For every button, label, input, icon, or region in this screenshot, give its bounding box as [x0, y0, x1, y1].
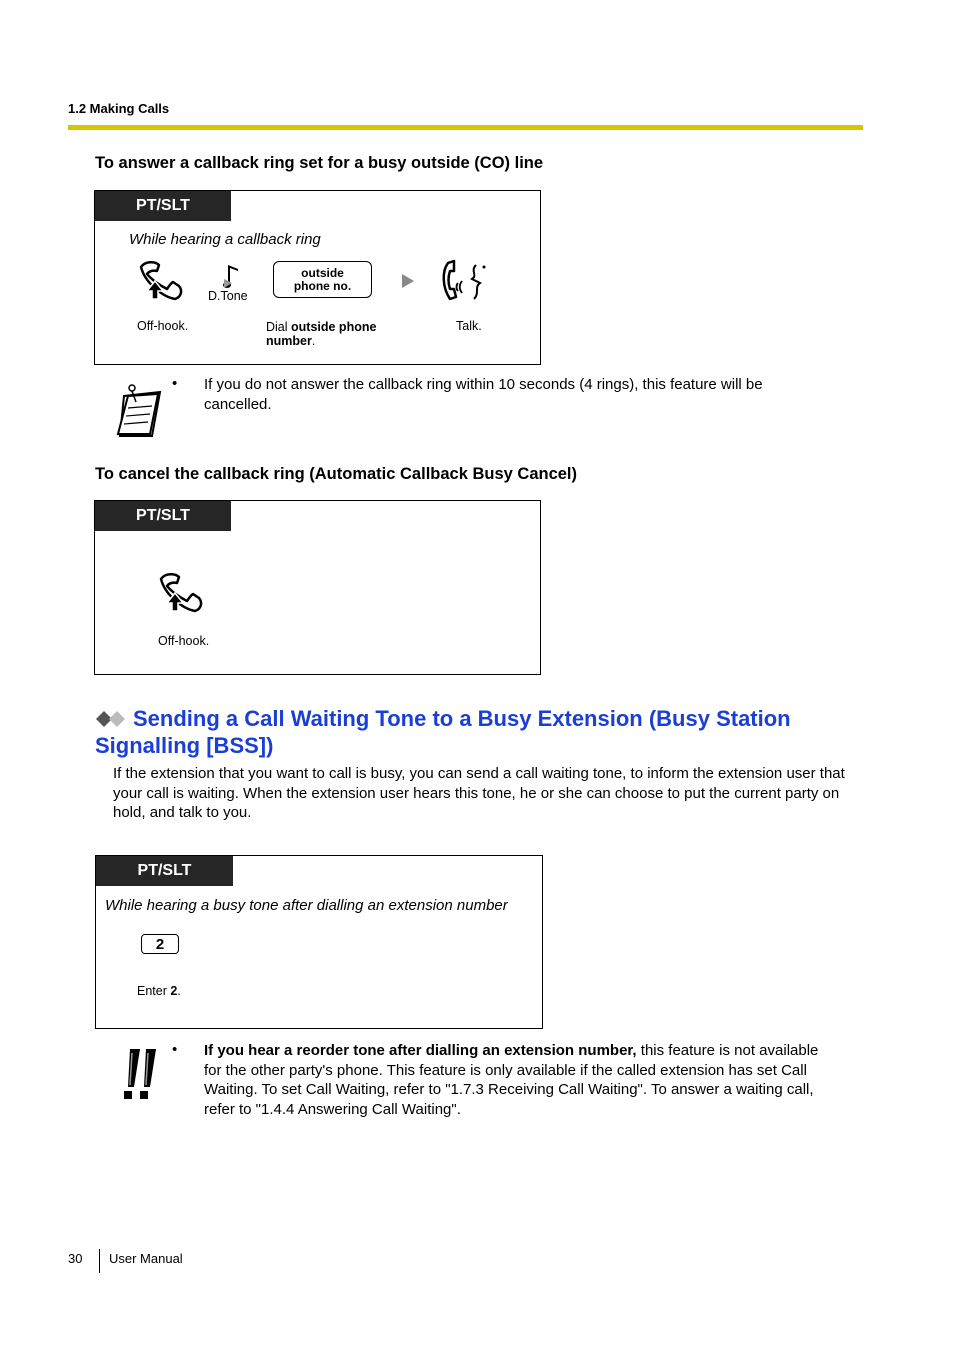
enter-caption	[137, 984, 181, 998]
dial-tone-icon	[222, 261, 242, 289]
callback-answer-box	[94, 190, 541, 365]
dial-caption	[266, 320, 406, 348]
pt-slt-tab: PT/SLT	[96, 856, 233, 886]
condition-text: While hearing a callback ring	[129, 231, 321, 248]
callback-cancel-box	[94, 500, 541, 675]
off-hook-icon	[155, 571, 207, 613]
enter-prefix: Enter	[137, 984, 171, 998]
talk-caption: Talk.	[456, 319, 482, 333]
reorder-tone-warning	[204, 1041, 834, 1119]
running-header: 1.2 Making Calls	[68, 101, 170, 116]
section-title-text: Sending a Call Waiting Tone to a Busy Extension (Busy Station Signalling [BSS])	[95, 706, 791, 758]
footer-rule	[99, 1249, 100, 1273]
section-intro: If the extension that you want to call is busy, you can send a call waiting tone, to inform the extension user that your call is waiting. When the extension user hears this tone, he or she can choose to put the current party on hold, and talk to you.	[113, 765, 845, 821]
footer-label: User Manual	[109, 1251, 183, 1266]
notepad-icon	[114, 382, 164, 440]
condition-text: While hearing a busy tone after dialling an extension number	[105, 897, 508, 914]
bss-box	[95, 855, 543, 1029]
offhook-caption: Off-hook.	[158, 634, 210, 648]
warning-exclamation-icon	[118, 1047, 160, 1103]
pt-slt-tab: PT/SLT	[95, 501, 231, 531]
callback-timeout-note: If you do not answer the callback ring within 10 seconds (4 rings), this feature will be cancelled.	[204, 376, 763, 413]
dial-prefix: Dial	[266, 320, 292, 334]
key-line-1: outside	[301, 265, 344, 280]
enter-suffix: .	[177, 984, 181, 998]
header-rule	[68, 125, 863, 130]
warning-bullet: •	[172, 1041, 178, 1058]
callback-cancel-heading: To cancel the callback ring (Automatic Callback Busy Cancel)	[95, 465, 578, 483]
dtone-caption: D.Tone	[208, 289, 248, 303]
warning-bold: If you hear a reorder tone after dialling an extension number,	[204, 1042, 637, 1059]
section-title	[95, 705, 855, 759]
dial-suffix: .	[311, 334, 316, 348]
callback-answer-heading: To answer a callback ring set for a busy outside (CO) line	[95, 154, 544, 172]
note-bullet: •	[172, 375, 178, 392]
pt-slt-tab: PT/SLT	[95, 191, 231, 221]
digit-2-key: 2	[141, 934, 179, 954]
arrow-right-icon	[401, 273, 415, 289]
warning-rest: this feature is not available for the other party's phone. This feature is only available if the called extension has set Call Waiting. To set Call Waiting, refer to "1.7.3 Receiving Call Waiting". To answer a waiting call, refer to "1.4.4 Answering Call Waiting".	[204, 1042, 819, 1118]
dial-bold-2: number	[266, 334, 312, 348]
diamond-icon	[95, 710, 127, 728]
off-hook-icon	[135, 259, 187, 301]
key-line-2: phone no.	[293, 278, 352, 293]
page-number: 30	[68, 1251, 83, 1266]
talk-icon	[440, 257, 490, 303]
offhook-caption: Off-hook.	[137, 319, 189, 333]
dial-bold-1: outside phone	[291, 320, 377, 334]
outside-phone-number-key	[273, 261, 372, 298]
enter-bold: 2	[170, 984, 178, 998]
